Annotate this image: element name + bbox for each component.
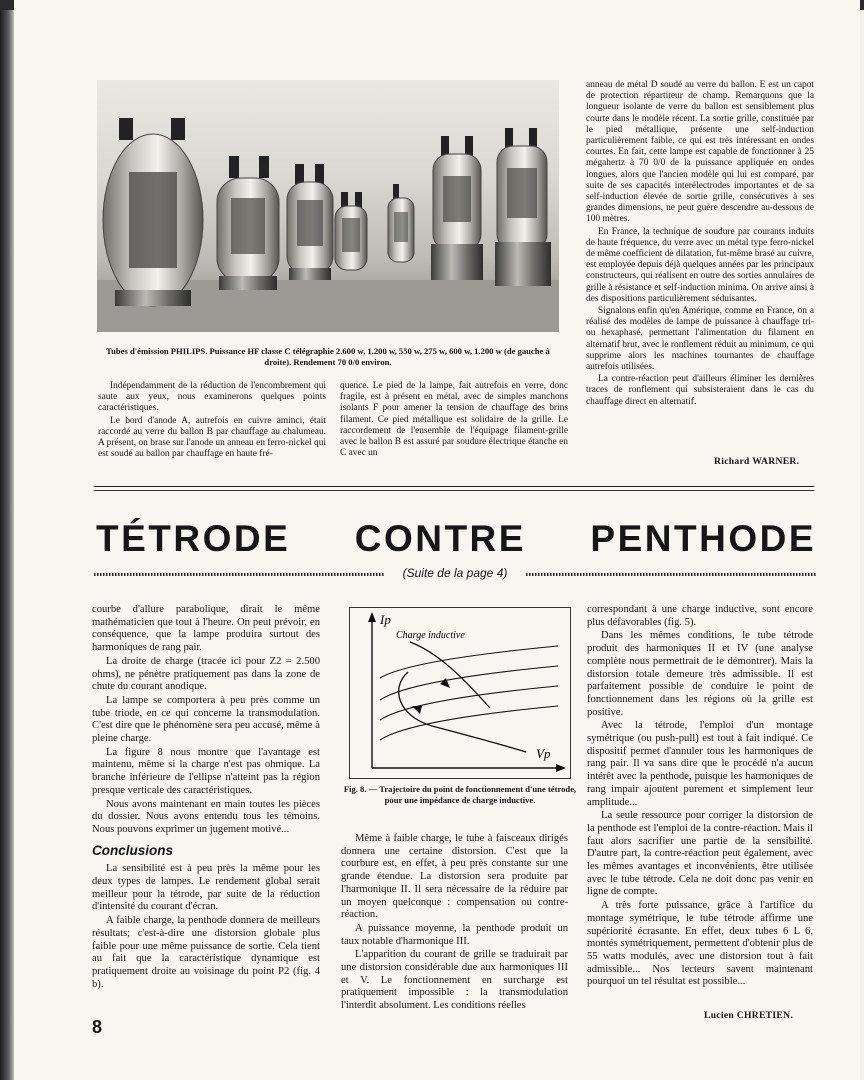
headline-word: TÉTRODE [96, 518, 291, 559]
continued-from-note: (Suite de la page 4) [402, 566, 508, 580]
headline-word: PENTHODE [590, 518, 816, 559]
paragraph: A faible charge, la penthode donnera de meilleurs résultats; c'est-à-dire une distorsion globale plus faible pour une même puissance de sortie. Cela tient au fait que la caractéristique dynamique est pratiquement droite au voisinage du point P2 (fig. 4 b). [92, 915, 320, 990]
author-signature-warner: Richard WARNER. [714, 456, 800, 467]
author-signature-chretien: Lucien CHRETIEN. [704, 1010, 794, 1021]
paragraph: Dans les mêmes conditions, le tube tétrode produit des harmoniques II et IV (une analyse complète nous permettrait de le démontrer). Mais la distorsion totale demeure très admissible. Il est parfaitement possible de conduire le point de fonctionnement dans les régions où la grille est positive. [587, 630, 813, 718]
article-column-1 [92, 604, 320, 992]
paragraph: La contre-réaction peut d'ailleurs éliminer les dernières traces de ronflement qui subsisteraient dans le cas du chauffage direct en alternatif. [586, 374, 814, 407]
top-column-b [340, 381, 568, 460]
load-line-diagram [350, 608, 570, 778]
paragraph: quence. Le pied de la lampe, fait autrefois en verre, donc fragile, est à présent en métal, avec de simples manchons isolants F pour amener la tension de chauffage des brins filament. Ce pied métallique est solidaire de la grille. Le raccordement de l'ensemble de l'équipage filament-grille avec le ballon B est assuré par soudure électrique étanche en C avec un [340, 381, 568, 459]
paragraph: En France, la technique de soudure par courants induits de haute fréquence, du verre avec un métal type ferro-nickel de même coefficient de dilatation, fut-même brasé au cuivre, est employée depuis déjà quelques années par les principaux constructeurs, qui réalisent en outre des sorties annulaires de grille à résistance et self-induction minima. On arrive ainsi à des dispositions particulièrement séduisantes. [586, 226, 814, 304]
tubes-photo [97, 80, 559, 332]
dotted-rule-right [526, 573, 816, 576]
x-axis-label: Vp [536, 746, 551, 761]
page-edge-shadow [0, 0, 14, 1080]
article-column-2 [341, 833, 568, 1014]
paragraph: anneau de métal D soudé au verre du ballon. E est un capot de protection répartiteur de champ. Remarquons que la longueur isolante de verre du ballon est sensiblement plus courte dans le modèle récent. La sortie grille, constituée par le pied métallique, présente une self-induction particulièrement faible, ce qui est très intéressant en ondes courtes. En fait, cette lampe est capable de fonctionner à 25 mégahertz à 70 0/0 de la puissance appliquée en ondes longues, alors que l'ancien modèle qui lui est comparé, par suite de ses capacités interélectrodes importantes et de sa self-induction élevée de sortie grille, consécutives à ses grandes dimensions, ne peut guère descendre au-dessous de 100 mètres. [586, 80, 814, 225]
y-axis-label: Ip [380, 612, 391, 627]
conclusions-heading: Conclusions [92, 842, 174, 858]
paragraph: La seule ressource pour corriger la distorsion de la penthode est l'emploi de la contre-réaction. Mais il faut alors sacrifier une partie de la sensibilité. D'autre part, la contre-réaction peut également, avec les mêmes avantages et inconvénients, être utilisée avec le tube tétrode. Cela ne doit donc pas venir en ligne de compte. [587, 810, 813, 898]
dotted-rule-left [94, 573, 384, 576]
paragraph: Signalons enfin qu'en Amérique, comme en France, on a réalisé des modèles de lampe de puissance à chauffage tri- ou hexaphasé, permettant l'alimentation du filament en alternatif brut, avec le ronflement réduit au minimum, ce qui supprime alors les machines tournantes de chauffage autrefois utilisées. [586, 306, 814, 373]
paragraph: Même à faible charge, le tube à faisceaux dirigés donnera une certaine distorsion. C'est que la courbure est, en effet, à peu près constante sur une grande étendue. La distorsion sera produite par l'harmonique II. Il sera nécessaire de la réduire par un moyen quelconque : compensation ou contre-réaction. [341, 833, 568, 921]
paragraph: La lampe se comportera à peu près comme un tube triode, en ce qui concerne la transmodulation. C'est dire que le phénomène sera peu accusé, même à pleine charge. [92, 694, 320, 745]
article-column-3 [587, 604, 813, 990]
top-column-c [586, 80, 814, 409]
tubes-illustration [97, 80, 559, 332]
paragraph: La figure 8 nous montre que l'avantage est maintenu, même si la charge n'est pas ohmique. La branche inférieure de l'ellipse n'atteint pas la région presque verticale des caractéristiques. [92, 746, 320, 796]
figure-8 [349, 607, 571, 779]
paragraph: La droite de charge (tracée ici pour Z2 = 2.500 ohms), ne pénètre pratiquement pas dans la zone de chute du courant anodique. [92, 655, 320, 693]
curve-label: Charge inductive [396, 630, 465, 641]
paragraph: Le bord d'anode A, autrefois en cuivre aminci, était raccordé au verre du ballon B par chauffage au chalumeau. A présent, on brase sur l'anode un anneau en ferro-nickel qui est soudé au ballon par chauffage en haute fré- [98, 415, 326, 460]
top-column-a [98, 381, 326, 461]
paragraph: courbe d'allure parabolique, dirait le même mathématicien que tout à l'heure. On peut prévoir, en conséquence, que la lampe produira surtout des harmoniques de rang pair. [92, 604, 320, 654]
paragraph: A puissance moyenne, la penthode produit un taux notable d'harmonique III. [341, 922, 568, 947]
paragraph: Indépendamment de la réduction de l'encombrement qui saute aux yeux, nous examinerons quelques points caractéristiques. [98, 381, 326, 414]
section-rule [94, 490, 814, 491]
page-number: 8 [92, 1017, 103, 1037]
photo-caption: Tubes d'émission PHILIPS. Puissance HF classe C télégraphie 2.600 w, 1.200 w, 550 w, 275 w, 600 w, 1.200 w (de gauche à droite). Rendement 70 0/0 environ. [106, 346, 550, 367]
paragraph: L'apparition du courant de grille se traduirait par une distorsion considérable due aux harmoniques III et V. Le fonctionnement en surcharge est pratiquement impossible : la transmodulation l'interdit absolument. Les conditions réelles [341, 949, 568, 1012]
paragraph: La sensibilité est à peu près la même pour les deux types de lampes. Le rendement global serait meilleur pour la tétrode, par suite de la réduction d'intensité du courant d'écran. [92, 863, 320, 913]
paragraph: Nous avons maintenant en main toutes les pièces du dossier. Nous avons entendu tous les témoins. Nous pouvons exprimer un jugement motivé... [92, 798, 320, 835]
section-rule [94, 486, 814, 487]
figure-caption: Fig. 8. — Trajectoire du point de fonctionnement d'une tétrode, pour une impédance de charge inductive. [343, 784, 577, 805]
headline-word: CONTRE [354, 518, 526, 559]
paragraph: Avec la tétrode, l'emploi d'un montage symétrique (ou push-pull) est tout à fait indiqué. Ce dispositif permet d'annuler tous les harmoniques de rang pair. Il va sans dire que le procédé n'a aucun intérêt avec la penthode, puisque les harmoniques de rang impair ajoutent purement et simplement leur amplitude... [587, 720, 813, 808]
paragraph: correspondant à une charge inductive, sont encore plus défavorables (fig. 5). [587, 604, 813, 628]
article-headline [96, 518, 816, 560]
paragraph: A très forte puissance, grâce à l'artifice du montage symétrique, le tube tétrode affirme une supériorité écrasante. En effet, deux tubes 6 L 6, montés symétriquement, permettent d'obtenir plus de 55 watts modulés, avec une distorsion tout à fait admissible... Nos lecteurs savent maintenant pourquoi un tel résultat est possible... [587, 900, 813, 988]
